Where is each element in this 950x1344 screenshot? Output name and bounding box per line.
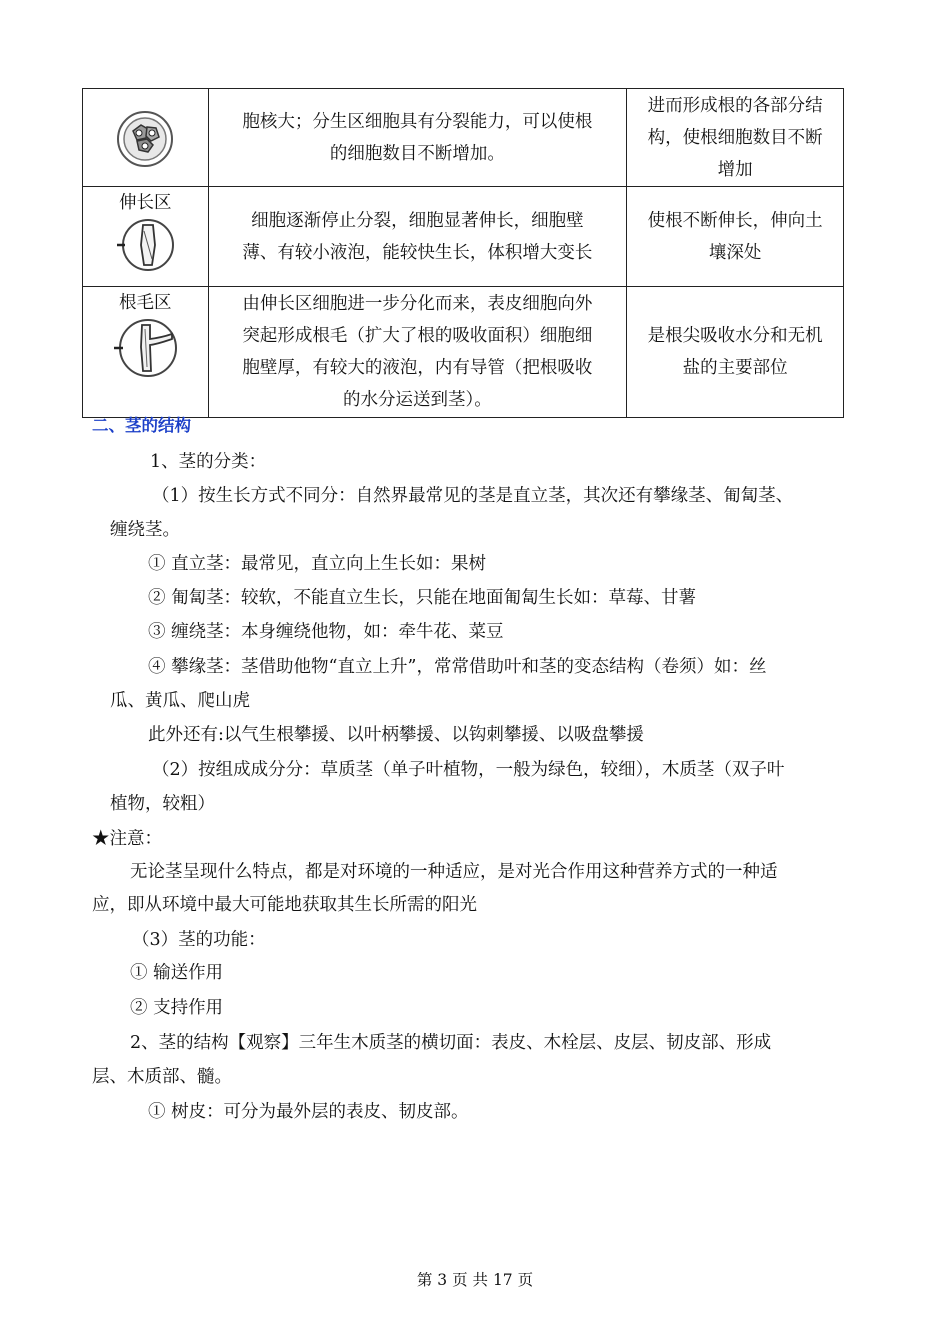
feature-line: 的细胞数目不断增加。 (329, 143, 505, 164)
meristem-cells-icon (115, 109, 175, 169)
list-item: ④ 攀缘茎：茎借助他物“直立上升”，常常借助叶和茎的变态结构（卷须）如：丝 (148, 657, 767, 677)
list-item: ① 树皮：可分为最外层的表皮、韧皮部。 (148, 1102, 469, 1122)
feature-cell (208, 287, 627, 418)
function-line: 壤深处 (708, 242, 762, 263)
paragraph-line: 1、茎的分类： (150, 452, 267, 472)
paragraph-line: 此外还有:以气生根攀援、以叶柄攀援、以钩刺攀援、以吸盘攀援 (148, 725, 644, 745)
page-footer: 第 3 页 共 17 页 (416, 1271, 534, 1289)
zone-name: 根毛区 (119, 293, 172, 313)
zone-cell (83, 187, 209, 287)
feature-line: 胞壁厚，有较大的液泡，内有导管（把根吸收 (242, 358, 593, 378)
feature-cell (208, 187, 627, 287)
feature-line: 薄、有较小液泡，能较快生长，体积增大变长 (242, 242, 593, 263)
feature-line: 由伸长区细胞进一步分化而来，表皮细胞向外 (242, 294, 593, 314)
section-heading: 二、茎的结构 (92, 416, 191, 435)
zone-cell (83, 287, 209, 418)
table-row (83, 187, 844, 287)
paragraph-line: （2）按组成成分分：草质茎（单子叶植物，一般为绿色，较细），木质茎（双子叶 (152, 760, 785, 780)
root-hair-cell-icon (112, 317, 178, 379)
zone-cell (83, 89, 209, 187)
function-cell (627, 89, 844, 187)
paragraph-line: （3）茎的功能： (132, 930, 266, 950)
paragraph-line: 植物，较粗） (110, 794, 215, 814)
function-line: 盐的主要部位 (682, 358, 788, 378)
function-line: 使根不断伸长，伸向土 (647, 210, 823, 231)
list-item: ② 支持作用 (130, 998, 224, 1018)
function-cell (627, 187, 844, 287)
table-row (83, 89, 844, 187)
feature-line: 胞核大；分生区细胞具有分裂能力，可以使根 (242, 111, 593, 132)
feature-line: 细胞逐渐停止分裂，细胞显著伸长，细胞壁 (251, 210, 584, 231)
paragraph-line: 应，即从环境中最大可能地获取其生长所需的阳光 (92, 895, 477, 915)
paragraph-line: 层、木质部、髓。 (92, 1067, 232, 1087)
zone-name: 伸长区 (119, 193, 172, 213)
root-zone-table (82, 88, 844, 418)
feature-line: 的水分运送到茎）。 (343, 390, 492, 410)
function-line: 进而形成根的各部分结 (647, 95, 823, 116)
paragraph-line: 瓜、黄瓜、爬山虎 (110, 691, 250, 711)
list-item: ① 输送作用 (130, 963, 224, 983)
elongation-cell-icon (115, 217, 175, 273)
function-line: 是根尖吸收水分和无机 (647, 326, 823, 346)
paragraph-line: （1）按生长方式不同分：自然界最常见的茎是直立茎，其次还有攀缘茎、匍匐茎、 (152, 486, 794, 506)
paragraph-line: 无论茎呈现什么特点，都是对环境的一种适应，是对光合作用这种营养方式的一种适 (130, 862, 778, 882)
list-item: ② 匍匐茎：较软，不能直立生长，只能在地面匍匐生长如：草莓、甘薯 (148, 588, 697, 608)
paragraph-line: 2、茎的结构【观察】三年生木质茎的横切面：表皮、木栓层、皮层、韧皮部、形成 (130, 1033, 772, 1053)
list-item: ① 直立茎：最常见，直立向上生长如：果树 (148, 554, 487, 574)
feature-line: 突起形成根毛（扩大了根的吸收面积）细胞细 (242, 326, 593, 346)
function-line: 构，使根细胞数目不断 (647, 127, 823, 148)
paragraph-line: 缠绕茎。 (110, 520, 180, 540)
feature-cell (208, 89, 627, 187)
note-label: ★注意： (92, 829, 162, 849)
function-line: 增加 (717, 159, 753, 180)
function-cell (627, 287, 844, 418)
list-item: ③ 缠绕茎：本身缠绕他物，如：牵牛花、菜豆 (148, 622, 504, 642)
table-row (83, 287, 844, 418)
